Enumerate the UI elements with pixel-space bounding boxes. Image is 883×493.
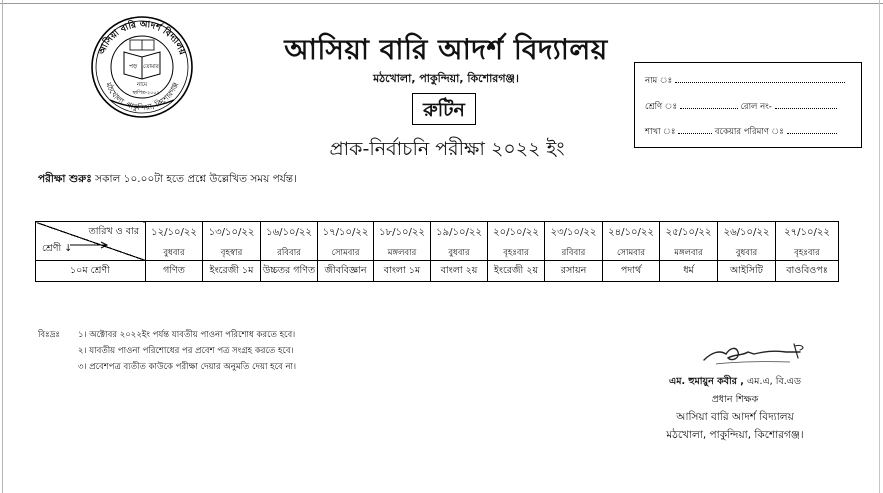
subject-cell: গণিত [146,261,203,282]
info-branch-row [645,124,837,139]
logo-book-left-text: পড় [128,63,138,70]
info-dues-label: বকেয়ার পরিমাণ ঃ [714,127,784,137]
signer-degree: এম.এ, বি.এড [746,376,801,387]
column-date: ১৮/১০/২২ [379,227,425,238]
column-date: ২০/১০/২২ [493,227,539,238]
arrow-right-icon [70,241,110,249]
exam-routine-table [35,221,839,282]
note-item: ৩। প্রবেশপত্র ব্যতীত কাউকে পরীক্ষা দেয়ার অনুমতি দেয়া হবে না। [78,362,297,372]
student-info-box [634,62,862,148]
column-date: ১৬/১০/২২ [266,227,312,238]
column-day: বুধবার [735,248,758,258]
column-date: ২৪/১০/২২ [608,227,654,238]
logo-ring-bottom-text: মঠখোলা, পাকুন্দিয়া, কিশোরগঞ্জ [103,81,181,113]
exam-title: প্রাক-নির্বাচনি পরীক্ষা ২০২২ ইং [329,138,565,160]
date-column-header [374,222,431,261]
column-date: ২৬/১০/২২ [723,227,770,238]
school-logo-seal [88,14,196,120]
column-day: বুধবার [448,248,470,258]
logo-book-right-text: তোমার [143,64,159,70]
date-column-header [776,222,839,261]
table-header-row [36,222,839,261]
subject-cell: ইংরেজী ২য় [488,261,545,282]
corner-date-label: তারিখ ও বার [88,226,139,237]
column-date: ২৫/১০/২২ [665,227,712,238]
school-name-heading: আসিয়া বারি আদর্শ বিদ্যালয় [284,33,608,66]
note-item: ১। অক্টোবর ২০২২ইং পর্যন্ত যাবতীয় পাওনা পরিশোধ করতে হবে। [78,330,296,340]
signer-name-line [630,375,840,390]
subject-cell: রসায়ন [545,261,603,282]
page-edge-left [2,0,3,493]
column-day: রবিবার [561,248,586,258]
column-day: রবিবার [277,248,301,258]
info-name-blank [675,73,845,83]
logo-estd-text: স্থাপিত-২০০২ [132,91,160,96]
date-column-header [545,222,603,261]
subject-cell: উচ্চতর গণিত [261,261,318,282]
info-branch-label: শাখা ঃ [645,127,676,137]
date-column-header [488,222,545,261]
column-day: বুধবার [163,248,185,258]
column-date: ১৭/১০/২২ [322,227,369,238]
column-day: মঙ্গলবার [674,248,703,258]
date-column-header [660,222,718,261]
date-column-header [203,222,261,261]
column-date: ২৩/১০/২২ [550,227,597,238]
page-edge-right [879,0,880,493]
note-item: ২। যাবতীয় পাওনা পরিশোধের পর প্রবেশ পত্র সংগ্রহ করতে হবে। [78,346,294,356]
info-name-row [645,73,845,88]
date-column-header [603,222,660,261]
date-column-header [431,222,488,261]
subject-cell: বাংলা ২য় [431,261,488,282]
info-name-label: নাম ঃ [645,76,673,86]
subject-cell: ইংরেজী ১ম [203,261,261,282]
column-day: বৃহস্বার [220,248,243,258]
school-address: মঠখোলা, পাকুন্দিয়া, কিশোরগঞ্জ। [373,72,519,85]
notes-label: বিঃদ্রঃ [38,330,60,340]
info-roll-blank [775,99,837,109]
date-column-header [261,222,318,261]
info-class-row [645,99,837,114]
info-roll-label: রোল নং- [740,102,772,112]
subject-cell: আইসিটি [718,261,776,282]
column-day: সোমবার [616,248,646,258]
info-class-blank [680,99,738,109]
exam-start-line [38,172,297,189]
table-row [36,261,839,282]
column-date: ১৩/১০/২২ [208,227,255,238]
exam-start-text: সকাল ১০.০০টা হতে প্রশ্নে উল্লেখিত সময় পর্যন্ত। [95,173,297,185]
column-date: ১২/১০/২২ [151,227,197,238]
subject-cell: বাংলা ১ম [374,261,431,282]
info-dues-blank [787,124,837,134]
corner-class-label: শ্রেণী ↓ [42,243,73,254]
info-class-label: শ্রেণি ঃ [645,102,678,112]
column-date: ২৭/১০/২২ [784,227,830,238]
column-day: বৃহঃবার [794,248,820,258]
headmaster-signature [702,338,812,372]
subject-cell: পদার্থ [603,261,660,282]
subject-cell: বাওবিওপঃ [776,261,839,282]
subject-cell: জীববিজ্ঞান [318,261,374,282]
signer-address: মঠখোলা, পাকুন্দিয়া, কিশোরগঞ্জ। [666,429,804,441]
column-date: ১৯/১০/২২ [436,227,482,238]
column-day: সোমবার [331,248,360,258]
column-day: বৃহঃবার [503,248,529,258]
logo-ring-top-text: আসিয়া বারি আদর্শ বিদ্যালয় [97,19,187,57]
signer-school: আসিয়া বারি আদর্শ বিদ্যালয় [676,411,794,423]
signer-name: এম. হুমায়ুন কবীর , [669,376,744,387]
subject-cell: ধর্ম [660,261,718,282]
logo-book-bottom-text: নামে [136,82,148,88]
page-edge-top [0,3,883,4]
signer-title: প্রধান শিক্ষক [711,394,759,405]
class-name-cell: ১০ম শ্রেণী [36,261,146,282]
date-column-header [718,222,776,261]
column-day: মঙ্গলবার [387,248,417,258]
date-column-header [318,222,374,261]
table-corner-cell [36,222,146,261]
exam-start-label: পরীক্ষা শুরুঃ [38,173,92,185]
routine-label-box: রুটিন [412,93,476,125]
date-column-header [146,222,203,261]
info-branch-blank [678,124,712,134]
